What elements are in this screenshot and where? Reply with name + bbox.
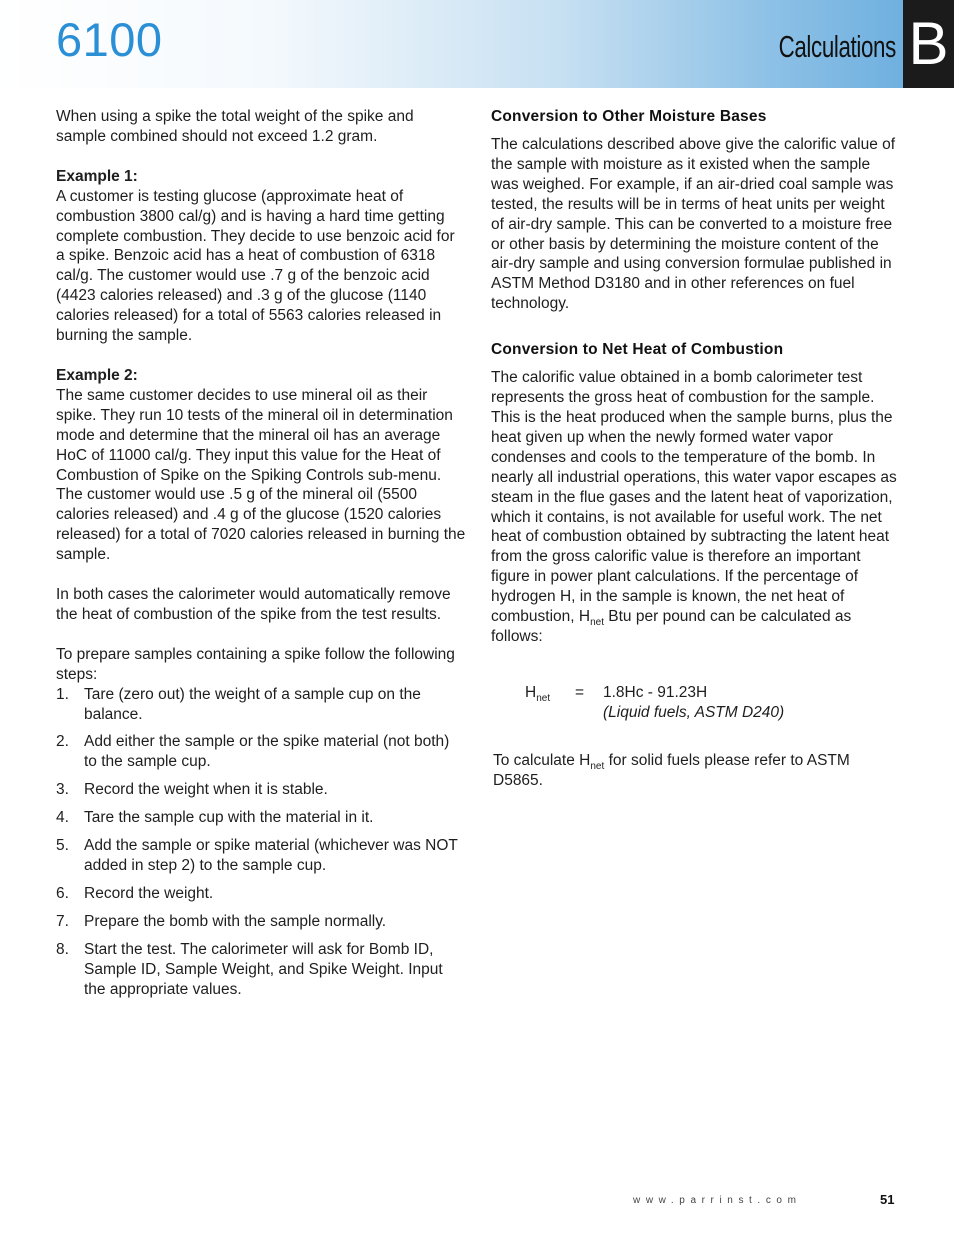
step-text: Record the weight when it is stable. [84, 781, 328, 799]
formula-equals: = [575, 683, 585, 701]
example-2-text: The same customer decides to use mineral oil as their spike. They run 10 tests of the mineral oil in determination mode and determine that the mineral oil has an average HoC of 11000 cal/g. They input this value for the Heat of Combustion of Spike on the Spiking Controls sub-menu. The customer would use .5 g of the mineral oil (5500 calories released) and .4 g of the glucose (1520 calories released) for a total of 7020 calories released in burning the sample. [56, 386, 466, 564]
net-heat-text: The calorific value obtained in a bomb calorimeter test represents the gross heat of combustion for the sample. This is the heat produced when the sample burns, plus the heat given up when the newly formed water vapor condenses and cools to the temperature of the bomb. In nearly all industrial operations, this water vapor escapes as steam in the flue gases and the latent heat of vaporization, which it contains, is not available for useful work. The net heat of combustion obtained by subtracting the latent heat from the gross calorific value is therefore an important figure in power plant calculations. If the percentage of hydrogen H, in the sample is known, the net heat of combustion, H [491, 369, 897, 626]
net-subscript: net [590, 617, 604, 629]
step-number: 7. [56, 912, 69, 930]
list-item [56, 836, 466, 876]
step-text: Record the weight. [84, 884, 214, 902]
step-text: Prepare the bomb with the sample normally. [84, 912, 387, 930]
list-item [56, 780, 466, 800]
moisture-paragraph: The calculations described above give the calorific value of the sample with moisture as it existed when the sample was weighed. For example, if an air-dried coal sample was tested, the results will be in terms of heat units per weight of air-dry sample. This can be converted to a moisture free or other basis by determining the moisture content of the air-dry sample and using conversion formulae published in ASTM Method D3180 and in other references on fuel technology. [491, 136, 896, 313]
step-number: 1. [56, 685, 69, 703]
step-text: Add the sample or spike material (whichever was NOT added in step 2) to the sample cup. [84, 837, 458, 874]
left-column [56, 107, 466, 1007]
formula-rhs: 1.8Hc - 91.23H [603, 683, 708, 701]
step-text: Start the test. The calorimeter will ask for Bomb ID, Sample ID, Sample Weight, and Spike Weight. Input the appropriate values. [84, 940, 443, 998]
page-number: 51 [880, 1192, 895, 1207]
steps-list [56, 685, 466, 1000]
list-item [56, 912, 466, 932]
footer-url: www.parrinst.com [633, 1195, 802, 1206]
list-item [56, 808, 466, 828]
formula-note: (Liquid fuels, ASTM D240) [603, 703, 785, 721]
example-2-label: Example 2: [56, 366, 138, 384]
step-number: 6. [56, 884, 69, 902]
solid-fuels-note [493, 751, 901, 791]
step-text: Tare the sample cup with the material in it. [84, 809, 374, 827]
list-item [56, 685, 466, 725]
list-item [56, 940, 466, 1000]
list-item [56, 732, 466, 772]
solid-fuels-text-end: for solid fuels please refer to ASTM D5865. [493, 751, 850, 789]
net-heat-paragraph [491, 368, 901, 647]
formula-subscript: net [536, 692, 551, 704]
formula-lhs [525, 683, 550, 703]
example-1-label: Example 1: [56, 167, 138, 185]
right-column [491, 107, 901, 791]
net-heat-text-end: Btu per pound can be calculated as follows: [491, 608, 852, 645]
model-number: 6100 [56, 13, 163, 66]
formula-symbol: H [525, 683, 537, 701]
steps-intro: To prepare samples containing a spike follow the following steps: [56, 645, 455, 683]
appendix-tab: B [903, 0, 954, 88]
example-2 [56, 366, 466, 565]
solid-subscript: net [590, 760, 605, 772]
step-number: 5. [56, 837, 69, 855]
net-heat-heading: Conversion to Net Heat of Combustion [491, 341, 784, 359]
step-number: 4. [56, 809, 69, 827]
intro-paragraph: When using a spike the total weight of the spike and sample combined should not exceed 1.2 gram. [56, 108, 414, 145]
both-cases-paragraph: In both cases the calorimeter would automatically remove the heat of combustion of the spike from the test results. [56, 586, 451, 623]
solid-fuels-text: To calculate H [493, 751, 591, 769]
net-heat-formula [491, 683, 901, 729]
step-number: 8. [56, 940, 69, 958]
moisture-heading: Conversion to Other Moisture Bases [491, 108, 767, 125]
list-item [56, 884, 466, 904]
step-number: 2. [56, 733, 69, 751]
example-1 [56, 167, 466, 346]
example-1-text: A customer is testing glucose (approximate heat of combustion 3800 cal/g) and is having a hard time getting complete combustion. They decide to use benzoic acid for a spike. Benzoic acid has a heat of combustion of 6318 cal/g. The customer would use .7 g of the benzoic acid (4423 calories released) and .3 g of the glucose (1140 calories released) for a total of 5563 calories released in burning the sample. [56, 187, 455, 345]
step-number: 3. [56, 781, 69, 799]
section-title: Calculations [778, 29, 896, 64]
step-text: Tare (zero out) the weight of a sample cup on the balance. [84, 685, 421, 723]
step-text: Add either the sample or the spike material (not both) to the sample cup. [84, 733, 450, 771]
